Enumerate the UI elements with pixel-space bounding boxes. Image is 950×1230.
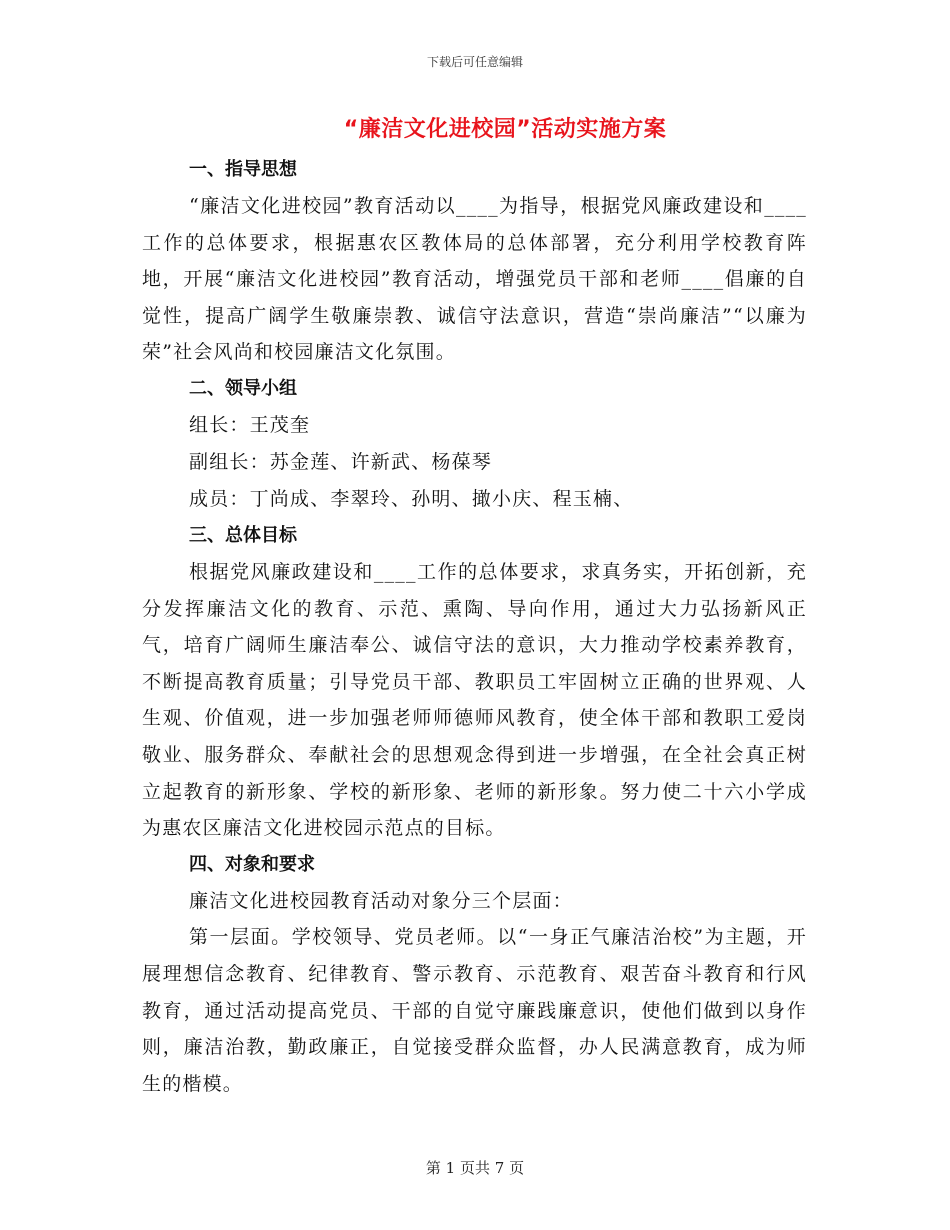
paragraph: 根据党风廉政建设和____工作的总体要求，求真务实，开拓创新，充分发挥廉洁文化的教育、示范、熏陶、导向作用，通过大力弘扬新风正气，培育广阔师生廉洁奉公、诚信守法的意识，大力推动学校素养教育，不断提高教育质量；引导党员干部、教职员工牢固树立正确的世界观、人生观、价值观，进一步加强老师师德师风教育，使全体干部和教职工爱岗敬业、服务群众、奉献社会的思想观念得到进一步增强，在全社会真正树立起教育的新形象、学校的新形象、老师的新形象。努力使二十六小学成为惠农区廉洁文化进校园示范点的目标。 [142,560,807,840]
paragraph: “廉洁文化进校园”教育活动以____为指导，根据党风廉政建设和____工作的总体要求，根据惠农区教体局的总体部署，充分利用学校教育阵地，开展“廉洁文化进校园”教育活动，增强党员干部和老师____倡廉的自觉性，提高广阔学生敬廉崇教、诚信守法意识，营造“崇尚廉洁”“以廉为荣”社会风尚和校园廉洁文化氛围。 [142,195,807,364]
paragraph: 第一层面。学校领导、党员老师。以“一身正气廉洁治校”为主题，开展理想信念教育、纪律教育、警示教育、示范教育、艰苦奋斗教育和行风教育，通过活动提高党员、干部的自觉守廉践廉意识，使他们做到以身作则，廉洁治教，勤政廉正，自觉接受群众监督，办人民满意教育，成为师生的楷模。 [142,926,807,1095]
section-heading: 三、总体目标 [189,524,297,546]
section-heading: 四、对象和要求 [189,853,315,875]
section-heading: 一、指导思想 [189,159,297,180]
document-body [142,152,807,1102]
deputy-leaders: 副组长：苏金莲、许新武、杨葆琴 [189,450,493,473]
header-note: 下载后可任意编辑 [426,55,523,69]
page-number: 第 1 页共 7 页 [425,1159,525,1177]
section-leadership-group [142,371,807,518]
group-leader: 组长：王茂奎 [189,413,311,436]
section-guiding-thought [142,152,807,371]
section-targets-requirements [142,847,807,1103]
document-title: “廉洁文化进校园”活动实施方案 [343,117,667,142]
section-overall-goal [142,518,807,847]
paragraph: 廉洁文化进校园教育活动对象分三个层面： [189,889,573,912]
section-heading: 二、领导小组 [189,377,297,399]
group-members: 成员：丁尚成、李翠玲、孙明、撖小庆、程玉楠、 [189,487,634,510]
